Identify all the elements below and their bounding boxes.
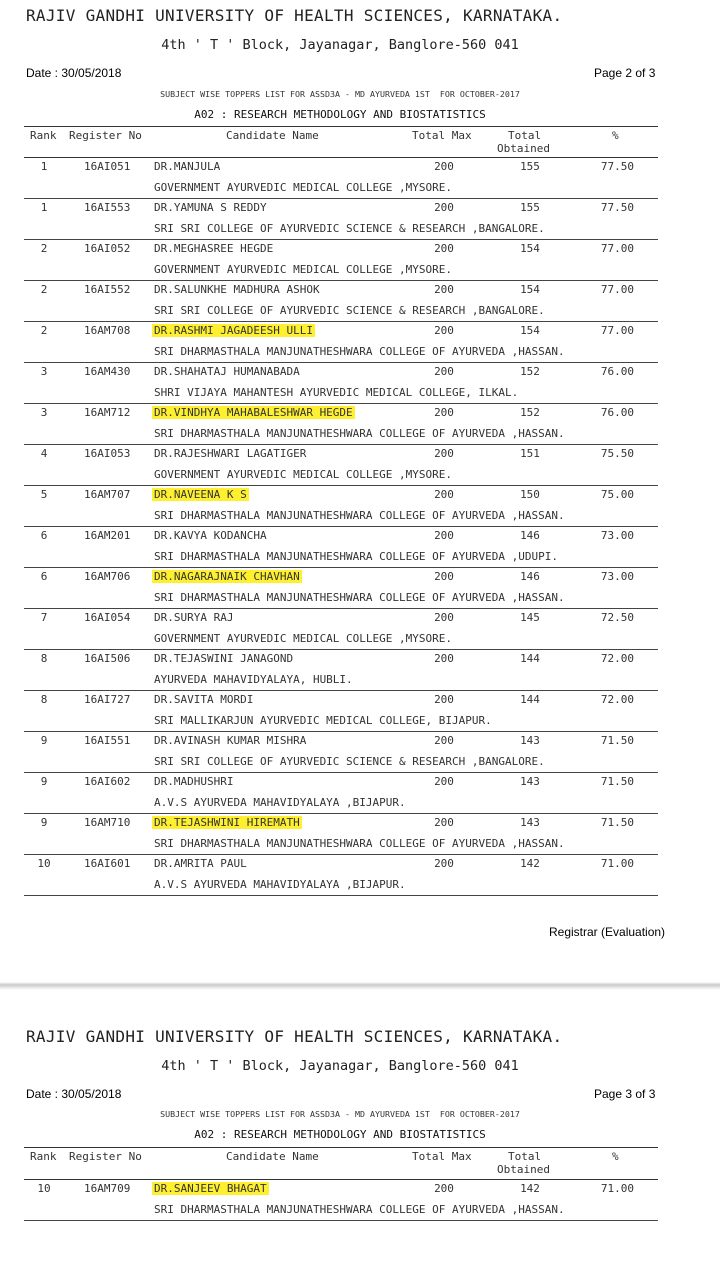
row-separator [24, 854, 658, 855]
page-separator [0, 982, 720, 990]
row-candidate-name: DR.SURYA RAJ [154, 611, 234, 624]
row-percent: 71.00 [600, 1182, 634, 1195]
row-total-max: 200 [434, 242, 454, 255]
row-candidate-name [154, 816, 302, 829]
col-header-total-max: Total Max [412, 1150, 472, 1163]
table-top-rule [24, 1147, 658, 1148]
col-header-obtained: Obtained [497, 1163, 550, 1176]
row-college: SRI DHARMASTHALA MANJUNATHESHWARA COLLEGE OF AYURVEDA ,HASSAN. [154, 1203, 565, 1216]
row-candidate-name [154, 1182, 269, 1195]
row-total-obtained: 155 [520, 160, 540, 173]
row-percent: 73.00 [600, 529, 634, 542]
row-candidate-name: DR.SAVITA MORDI [154, 693, 254, 706]
row-candidate-name: DR.SHAHATAJ HUMANABADA [154, 365, 300, 378]
col-header-register: Register No [69, 129, 142, 142]
report-date: Date : 30/05/2018 [26, 1087, 122, 1101]
header-bottom-rule [24, 157, 658, 158]
col-header-total: Total [508, 1150, 542, 1163]
row-total-max: 200 [434, 324, 454, 337]
col-header-percent: % [612, 129, 619, 142]
col-header-percent: % [612, 1150, 619, 1163]
row-rank: 8 [40, 693, 48, 706]
row-college: SRI SRI COLLEGE OF AYURVEDIC SCIENCE & RESEARCH ,BANGALORE. [154, 222, 545, 235]
row-college: SRI DHARMASTHALA MANJUNATHESHWARA COLLEGE OF AYURVEDA ,HASSAN. [154, 837, 565, 850]
university-address: 4th ' T ' Block, Jayanagar, Banglore-560 041 [161, 1058, 519, 1074]
col-header-rank: Rank [30, 1150, 57, 1163]
report-date: Date : 30/05/2018 [26, 66, 122, 80]
row-candidate-name: DR.SALUNKHE MADHURA ASHOK [154, 283, 320, 296]
row-total-obtained: 152 [520, 365, 540, 378]
row-separator [24, 1220, 658, 1221]
row-total-max: 200 [434, 160, 454, 173]
row-rank: 8 [40, 652, 48, 665]
row-rank: 1 [40, 160, 48, 173]
row-candidate-name [154, 406, 355, 419]
page-number: Page 3 of 3 [594, 1087, 656, 1101]
highlighted-name: DR.NAVEENA K S [154, 488, 247, 501]
row-candidate-name: DR.AVINASH KUMAR MISHRA [154, 734, 307, 747]
list-title: SUBJECT WISE TOPPERS LIST FOR ASSD3A - MD AYURVEDA 1ST FOR OCTOBER-2017 [160, 1109, 520, 1119]
row-separator [24, 403, 658, 404]
row-total-obtained: 142 [520, 857, 540, 870]
row-register-no: 16AM707 [84, 488, 131, 501]
row-register-no: 16AI602 [84, 775, 131, 788]
row-college: A.V.S AYURVEDA MAHAVIDYALAYA ,BIJAPUR. [154, 878, 406, 891]
row-register-no: 16AM706 [84, 570, 131, 583]
row-register-no: 16AI551 [84, 734, 131, 747]
row-percent: 77.00 [600, 324, 634, 337]
row-college: GOVERNMENT AYURVEDIC MEDICAL COLLEGE ,MYSORE. [154, 468, 453, 481]
row-percent: 73.00 [600, 570, 634, 583]
row-separator [24, 444, 658, 445]
row-total-obtained: 143 [520, 734, 540, 747]
row-candidate-name: DR.KAVYA KODANCHA [154, 529, 267, 542]
row-total-max: 200 [434, 775, 454, 788]
row-register-no: 16AI552 [84, 283, 131, 296]
col-header-obtained: Obtained [497, 142, 550, 155]
col-header-total: Total [508, 129, 542, 142]
university-title: RAJIV GANDHI UNIVERSITY OF HEALTH SCIENCES, KARNATAKA. [26, 6, 563, 25]
col-header-name: Candidate Name [226, 129, 319, 142]
university-address: 4th ' T ' Block, Jayanagar, Banglore-560 041 [161, 37, 519, 53]
highlighted-name: DR.NAGARAJNAIK CHAVHAN [154, 570, 300, 583]
subject-title: A02 : RESEARCH METHODOLOGY AND BIOSTATISTICS [194, 1128, 486, 1141]
university-title: RAJIV GANDHI UNIVERSITY OF HEALTH SCIENCES, KARNATAKA. [26, 1027, 563, 1046]
row-rank: 5 [40, 488, 48, 501]
row-register-no: 16AM712 [84, 406, 131, 419]
header-bottom-rule [24, 1179, 658, 1180]
row-total-max: 200 [434, 201, 454, 214]
row-separator [24, 772, 658, 773]
row-separator [24, 895, 658, 896]
row-separator [24, 362, 658, 363]
row-rank: 2 [40, 242, 48, 255]
row-percent: 72.50 [600, 611, 634, 624]
row-register-no: 16AI553 [84, 201, 131, 214]
row-rank: 2 [40, 324, 48, 337]
row-total-obtained: 143 [520, 816, 540, 829]
row-separator [24, 608, 658, 609]
col-header-register: Register No [69, 1150, 142, 1163]
row-total-max: 200 [434, 857, 454, 870]
row-register-no: 16AI052 [84, 242, 131, 255]
row-separator [24, 731, 658, 732]
col-header-rank: Rank [30, 129, 57, 142]
row-percent: 71.50 [600, 775, 634, 788]
row-total-max: 200 [434, 693, 454, 706]
row-total-obtained: 143 [520, 775, 540, 788]
row-total-obtained: 151 [520, 447, 540, 460]
row-rank: 10 [37, 1182, 51, 1195]
row-register-no: 16AM710 [84, 816, 131, 829]
row-total-max: 200 [434, 816, 454, 829]
row-percent: 71.00 [600, 857, 634, 870]
row-percent: 77.50 [600, 201, 634, 214]
subject-title: A02 : RESEARCH METHODOLOGY AND BIOSTATISTICS [194, 108, 486, 121]
row-percent: 75.00 [600, 488, 634, 501]
row-candidate-name: DR.MADHUSHRI [154, 775, 234, 788]
row-rank: 6 [40, 529, 48, 542]
highlighted-name: DR.RASHMI JAGADEESH ULLI [154, 324, 313, 337]
row-college: SRI SRI COLLEGE OF AYURVEDIC SCIENCE & RESEARCH ,BANGALORE. [154, 755, 545, 768]
row-college: A.V.S AYURVEDA MAHAVIDYALAYA ,BIJAPUR. [154, 796, 406, 809]
row-college: GOVERNMENT AYURVEDIC MEDICAL COLLEGE ,MYSORE. [154, 263, 453, 276]
row-rank: 7 [40, 611, 48, 624]
row-candidate-name: DR.MEGHASREE HEGDE [154, 242, 274, 255]
row-separator [24, 280, 658, 281]
row-percent: 75.50 [600, 447, 634, 460]
row-college: GOVERNMENT AYURVEDIC MEDICAL COLLEGE ,MYSORE. [154, 632, 453, 645]
row-register-no: 16AI727 [84, 693, 131, 706]
row-rank: 1 [40, 201, 48, 214]
row-percent: 72.00 [600, 693, 634, 706]
row-separator [24, 485, 658, 486]
row-total-max: 200 [434, 734, 454, 747]
row-total-obtained: 146 [520, 529, 540, 542]
row-rank: 10 [37, 857, 51, 870]
row-total-obtained: 154 [520, 242, 540, 255]
row-total-obtained: 154 [520, 283, 540, 296]
row-register-no: 16AI051 [84, 160, 131, 173]
row-college: SHRI VIJAYA MAHANTESH AYURVEDIC MEDICAL COLLEGE, ILKAL. [154, 386, 519, 399]
row-rank: 3 [40, 406, 48, 419]
row-register-no: 16AI054 [84, 611, 131, 624]
row-college: SRI DHARMASTHALA MANJUNATHESHWARA COLLEGE OF AYURVEDA ,HASSAN. [154, 345, 565, 358]
highlighted-name: DR.SANJEEV BHAGAT [154, 1182, 267, 1195]
col-header-name: Candidate Name [226, 1150, 319, 1163]
row-total-max: 200 [434, 283, 454, 296]
row-total-obtained: 144 [520, 693, 540, 706]
row-separator [24, 526, 658, 527]
row-percent: 71.50 [600, 816, 634, 829]
row-register-no: 16AI601 [84, 857, 131, 870]
row-candidate-name: DR.RAJESHWARI LAGATIGER [154, 447, 307, 460]
row-candidate-name: DR.MANJULA [154, 160, 221, 173]
row-percent: 76.00 [600, 365, 634, 378]
row-candidate-name: DR.TEJASWINI JANAGOND [154, 652, 294, 665]
highlighted-name: DR.VINDHYA MAHABALESHWAR HEGDE [154, 406, 353, 419]
row-rank: 4 [40, 447, 48, 460]
row-total-max: 200 [434, 529, 454, 542]
row-total-max: 200 [434, 1182, 454, 1195]
row-separator [24, 567, 658, 568]
row-total-max: 200 [434, 570, 454, 583]
row-percent: 71.50 [600, 734, 634, 747]
row-college: GOVERNMENT AYURVEDIC MEDICAL COLLEGE ,MYSORE. [154, 181, 453, 194]
row-total-max: 200 [434, 488, 454, 501]
row-total-obtained: 154 [520, 324, 540, 337]
row-total-max: 200 [434, 447, 454, 460]
row-register-no: 16AM708 [84, 324, 131, 337]
row-total-obtained: 150 [520, 488, 540, 501]
row-candidate-name: DR.AMRITA PAUL [154, 857, 247, 870]
row-separator [24, 198, 658, 199]
row-register-no: 16AM201 [84, 529, 131, 542]
row-total-obtained: 146 [520, 570, 540, 583]
row-total-obtained: 142 [520, 1182, 540, 1195]
row-total-obtained: 144 [520, 652, 540, 665]
row-rank: 6 [40, 570, 48, 583]
registrar-signature: Registrar (Evaluation) [549, 925, 666, 939]
row-percent: 72.00 [600, 652, 634, 665]
row-college: SRI DHARMASTHALA MANJUNATHESHWARA COLLEGE OF AYURVEDA ,UDUPI. [154, 550, 558, 563]
table-top-rule [24, 126, 658, 127]
list-title: SUBJECT WISE TOPPERS LIST FOR ASSD3A - MD AYURVEDA 1ST FOR OCTOBER-2017 [160, 89, 520, 99]
row-total-max: 200 [434, 611, 454, 624]
row-register-no: 16AM709 [84, 1182, 131, 1195]
row-percent: 76.00 [600, 406, 634, 419]
row-college: SRI SRI COLLEGE OF AYURVEDIC SCIENCE & RESEARCH ,BANGALORE. [154, 304, 545, 317]
row-college: AYURVEDA MAHAVIDYALAYA, HUBLI. [154, 673, 353, 686]
row-separator [24, 321, 658, 322]
row-total-max: 200 [434, 406, 454, 419]
row-college: SRI MALLIKARJUN AYURVEDIC MEDICAL COLLEGE, BIJAPUR. [154, 714, 492, 727]
row-college: SRI DHARMASTHALA MANJUNATHESHWARA COLLEGE OF AYURVEDA ,HASSAN. [154, 427, 565, 440]
row-rank: 9 [40, 775, 48, 788]
row-percent: 77.00 [600, 242, 634, 255]
row-separator [24, 649, 658, 650]
row-college: SRI DHARMASTHALA MANJUNATHESHWARA COLLEGE OF AYURVEDA ,HASSAN. [154, 509, 565, 522]
highlighted-name: DR.TEJASHWINI HIREMATH [154, 816, 300, 829]
row-separator [24, 813, 658, 814]
row-candidate-name [154, 570, 302, 583]
row-total-obtained: 155 [520, 201, 540, 214]
row-total-max: 200 [434, 365, 454, 378]
row-college: SRI DHARMASTHALA MANJUNATHESHWARA COLLEGE OF AYURVEDA ,HASSAN. [154, 591, 565, 604]
row-rank: 3 [40, 365, 48, 378]
col-header-total-max: Total Max [412, 129, 472, 142]
row-candidate-name: DR.YAMUNA S REDDY [154, 201, 267, 214]
row-register-no: 16AI506 [84, 652, 131, 665]
row-candidate-name [154, 324, 315, 337]
row-percent: 77.50 [600, 160, 634, 173]
document-page-3 [0, 990, 720, 1280]
row-rank: 9 [40, 816, 48, 829]
row-percent: 77.00 [600, 283, 634, 296]
row-register-no: 16AI053 [84, 447, 131, 460]
row-total-obtained: 145 [520, 611, 540, 624]
page-number: Page 2 of 3 [594, 66, 656, 80]
row-rank: 2 [40, 283, 48, 296]
row-candidate-name [154, 488, 249, 501]
row-separator [24, 239, 658, 240]
row-total-max: 200 [434, 652, 454, 665]
row-separator [24, 690, 658, 691]
row-register-no: 16AM430 [84, 365, 131, 378]
row-total-obtained: 152 [520, 406, 540, 419]
row-rank: 9 [40, 734, 48, 747]
